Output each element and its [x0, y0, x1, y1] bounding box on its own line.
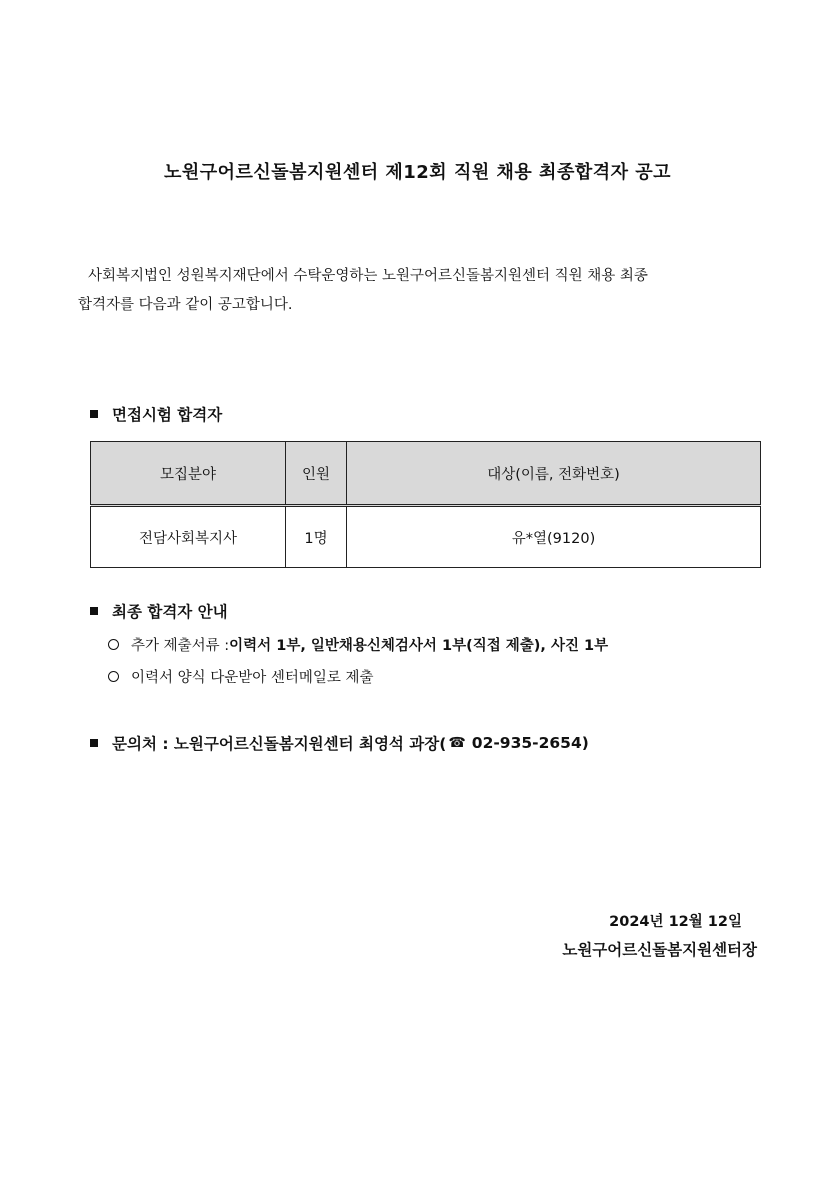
contact-label: 문의처 : 노원구어르신돌봄지원센터 최영석 과장(	[112, 735, 447, 753]
square-bullet-icon	[90, 739, 98, 747]
table-cell-field: 전담사회복지사	[91, 506, 286, 568]
section-heading-interview	[90, 403, 222, 425]
square-bullet-icon	[90, 410, 98, 418]
guide-item-documents-prefix: 추가 제출서류 :	[131, 638, 230, 654]
page-title: 노원구어르신돌봄지원센터 제12회 직원 채용 최종합격자 공고	[163, 162, 672, 183]
intro-line-2: 합격자를 다음과 같이 공고합니다.	[78, 297, 293, 313]
table-cell-target: 유*열(9120)	[347, 506, 761, 568]
interview-result-table	[90, 441, 761, 568]
circle-bullet-icon	[108, 671, 119, 682]
guide-item-documents	[108, 634, 608, 655]
phone-icon: ☎	[448, 735, 466, 751]
circle-bullet-icon	[108, 639, 119, 650]
guide-item-resume-text: 이력서 양식 다운받아 센터메일로 제출	[131, 670, 374, 686]
table-header-row	[91, 442, 761, 506]
section-heading-interview-label: 면접시험 합격자	[112, 406, 223, 424]
table-header-count: 인원	[286, 442, 347, 506]
table-row	[91, 506, 761, 568]
square-bullet-icon	[90, 607, 98, 615]
table-header-field: 모집분야	[91, 442, 286, 506]
contact-phone: 02-935-2654)	[471, 734, 589, 752]
announcement-date: 2024년 12월 12일	[609, 914, 742, 930]
table-header-target: 대상(이름, 전화번호)	[347, 442, 761, 506]
section-heading-guide	[90, 600, 228, 622]
intro-paragraph	[78, 262, 728, 320]
table-cell-count: 1명	[286, 506, 347, 568]
contact-line	[90, 732, 589, 754]
section-heading-guide-label: 최종 합격자 안내	[112, 603, 228, 621]
signer-title: 노원구어르신돌봄지원센터장	[562, 941, 757, 959]
intro-line-1: 사회복지법인 성원복지재단에서 수탁운영하는 노원구어르신돌봄지원센터 직원 채용 최종	[88, 268, 648, 284]
guide-item-documents-list: 이력서 1부, 일반채용신체검사서 1부(직접 제출), 사진 1부	[229, 638, 609, 654]
guide-item-resume	[108, 666, 374, 687]
